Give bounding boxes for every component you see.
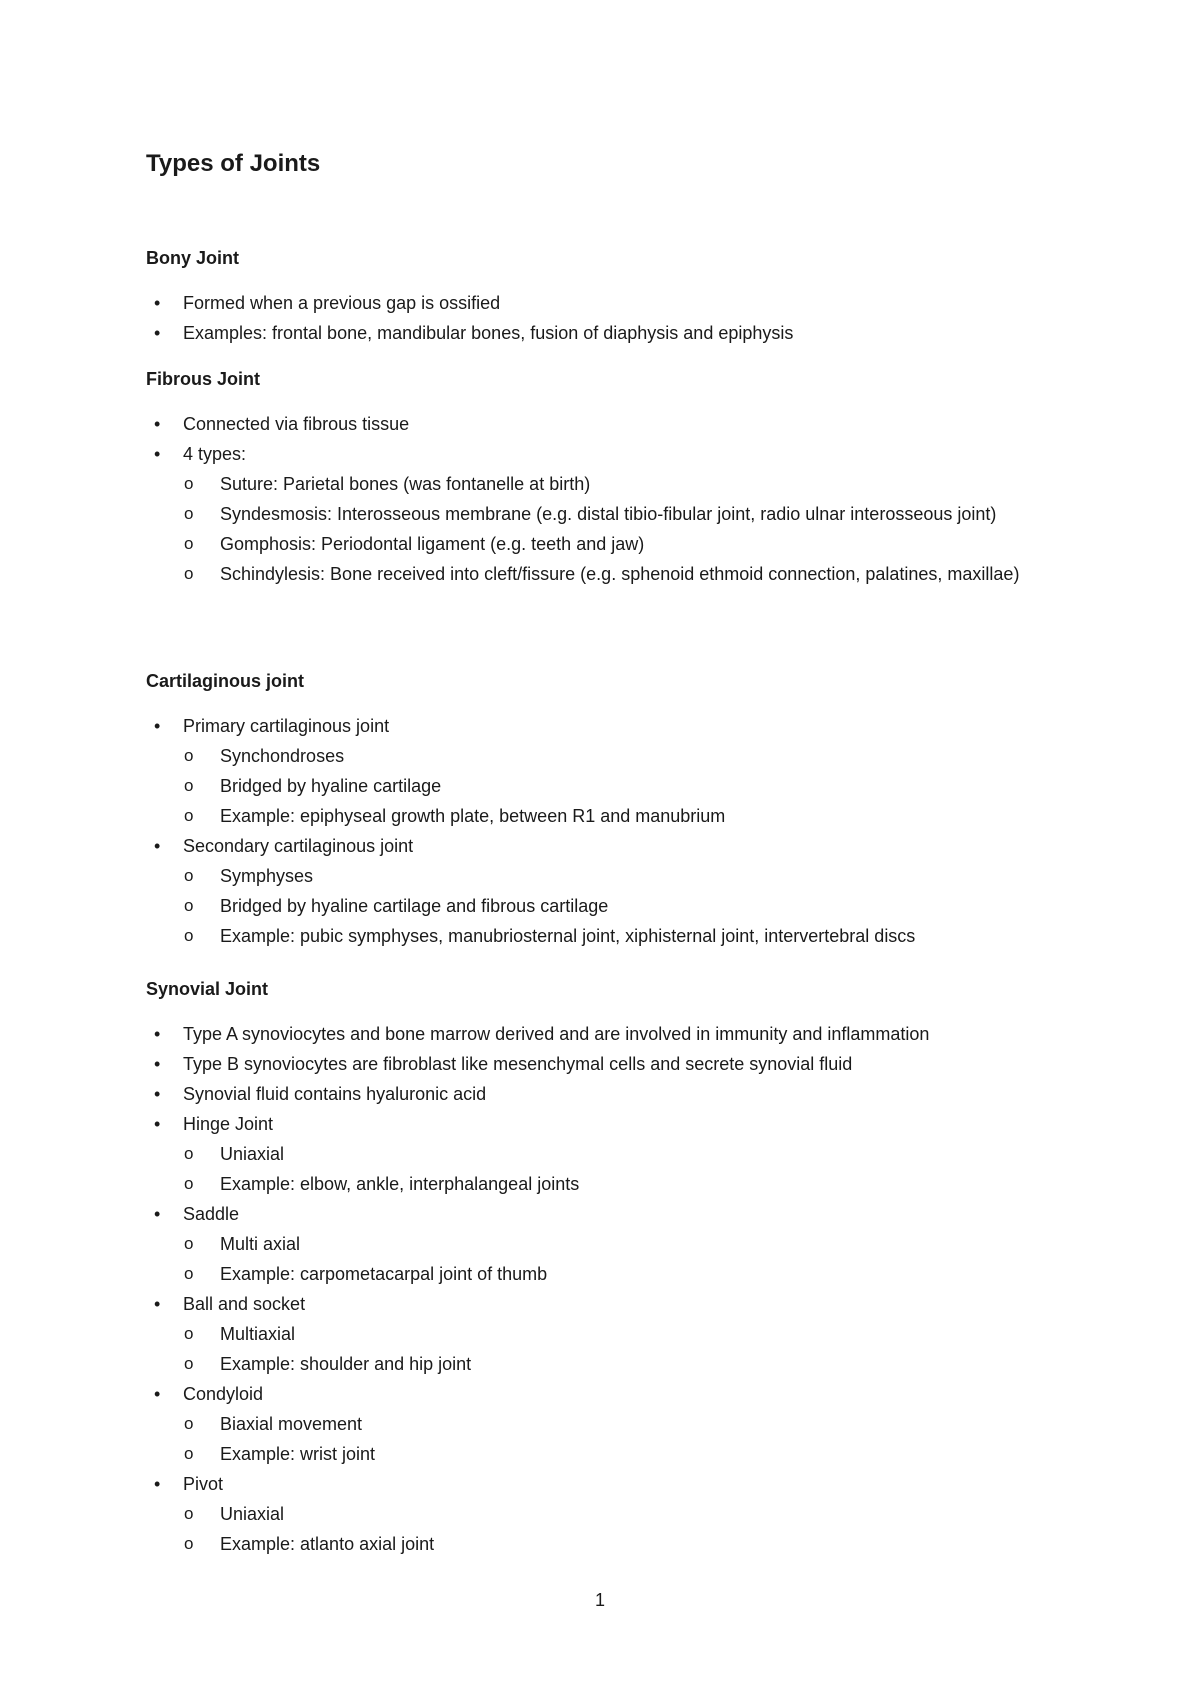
circle-bullet-icon: o [184, 534, 194, 553]
bullet-icon: • [154, 1474, 161, 1494]
sub-list-item [183, 1229, 1080, 1259]
sub-list-item-text: Example: atlanto axial joint [220, 1534, 435, 1554]
sub-list-item-text: Symphyses [220, 866, 314, 886]
circle-bullet-icon: o [184, 896, 194, 915]
sub-list [183, 1409, 1080, 1469]
sub-list-item-text: Example: shoulder and hip joint [220, 1354, 472, 1374]
sub-list-item-text: Biaxial movement [220, 1414, 363, 1434]
sub-list-item [183, 891, 1080, 921]
bullet-icon: • [154, 1204, 161, 1224]
list-item-text: Synovial fluid contains hyaluronic acid [183, 1084, 487, 1104]
list-item [146, 409, 1080, 439]
circle-bullet-icon: o [184, 1174, 194, 1193]
list-item [146, 1199, 1080, 1289]
list-item-text: Formed when a previous gap is ossified [183, 293, 501, 313]
list-item-text: Hinge Joint [183, 1114, 274, 1134]
sub-list-item [183, 469, 1080, 499]
list-item [146, 711, 1080, 831]
sub-list [183, 741, 1080, 831]
bullet-icon: • [154, 444, 161, 464]
list-item-text: Type A synoviocytes and bone marrow derived and are involved in immunity and inflammation [183, 1024, 930, 1044]
section-cartilaginous-joint [146, 669, 1080, 951]
circle-bullet-icon: o [184, 1354, 194, 1373]
list-item [146, 318, 1080, 348]
sub-list-item-text: Example: pubic symphyses, manubriosternal joint, xiphisternal joint, intervertebral discs [220, 926, 916, 946]
list-item [146, 1019, 1080, 1049]
list-item [146, 1469, 1080, 1559]
bullet-list [146, 409, 1080, 589]
sub-list-item-text: Example: wrist joint [220, 1444, 376, 1464]
circle-bullet-icon: o [184, 1444, 194, 1463]
sub-list [183, 1139, 1080, 1199]
sub-list-item-text: Synchondroses [220, 746, 345, 766]
section-heading: Fibrous Joint [146, 369, 260, 389]
bullet-icon: • [154, 836, 161, 856]
sub-list [183, 469, 1080, 589]
page-title: Types of Joints [146, 150, 321, 177]
bullet-list [146, 711, 1080, 951]
sub-list-item-text: Gomphosis: Periodontal ligament (e.g. teeth and jaw) [220, 534, 645, 554]
sub-list-item [183, 1139, 1080, 1169]
sub-list-item-text: Bridged by hyaline cartilage [220, 776, 442, 796]
sub-list-item-text: Uniaxial [220, 1504, 285, 1524]
circle-bullet-icon: o [184, 564, 194, 583]
circle-bullet-icon: o [184, 806, 194, 825]
sub-list-item [183, 921, 1080, 951]
sub-list-item [183, 529, 1080, 559]
sub-list-item [183, 1439, 1080, 1469]
circle-bullet-icon: o [184, 1234, 194, 1253]
list-item-text: Condyloid [183, 1384, 264, 1404]
sub-list [183, 1319, 1080, 1379]
sub-list-item [183, 1319, 1080, 1349]
bullet-icon: • [154, 1114, 161, 1134]
page-number: 1 [594, 1590, 605, 1610]
bullet-icon: • [154, 1024, 161, 1044]
sub-list [183, 861, 1080, 951]
bullet-icon: • [154, 323, 161, 343]
section-bony-joint [146, 246, 1080, 348]
sub-list [183, 1229, 1080, 1289]
list-item-text: Pivot [183, 1474, 224, 1494]
sub-list-item [183, 1169, 1080, 1199]
section-heading: Cartilaginous joint [146, 671, 305, 691]
sub-list-item-text: Example: epiphyseal growth plate, between R1 and manubrium [220, 806, 726, 826]
sub-list-item [183, 801, 1080, 831]
section-synovial-joint [146, 977, 1080, 1559]
circle-bullet-icon: o [184, 504, 194, 523]
bullet-list [146, 1019, 1080, 1559]
sub-list [183, 1499, 1080, 1559]
list-item-text: Secondary cartilaginous joint [183, 836, 414, 856]
list-item [146, 1079, 1080, 1109]
sub-list-item-text: Example: elbow, ankle, interphalangeal joints [220, 1174, 580, 1194]
bullet-icon: • [154, 716, 161, 736]
list-item [146, 1379, 1080, 1469]
bullet-list [146, 288, 1080, 348]
list-item-text: 4 types: [183, 444, 247, 464]
sub-list-item-text: Bridged by hyaline cartilage and fibrous cartilage [220, 896, 609, 916]
list-item [146, 831, 1080, 951]
circle-bullet-icon: o [184, 926, 194, 945]
circle-bullet-icon: o [184, 776, 194, 795]
list-item-text: Type B synoviocytes are fibroblast like mesenchymal cells and secrete synovial fluid [183, 1054, 853, 1074]
circle-bullet-icon: o [184, 474, 194, 493]
sub-list-item-text: Syndesmosis: Interosseous membrane (e.g. distal tibio-fibular joint, radio ulnar interosseous joint) [220, 504, 997, 524]
list-item [146, 1109, 1080, 1199]
bullet-icon: • [154, 414, 161, 434]
sub-list-item [183, 861, 1080, 891]
circle-bullet-icon: o [184, 1414, 194, 1433]
sub-list-item [183, 559, 1080, 589]
list-item [146, 1049, 1080, 1079]
sub-list-item-text: Suture: Parietal bones (was fontanelle at birth) [220, 474, 591, 494]
sub-list-item-text: Multiaxial [220, 1324, 296, 1344]
list-item-text: Saddle [183, 1204, 240, 1224]
sub-list-item-text: Schindylesis: Bone received into cleft/fissure (e.g. sphenoid ethmoid connection, palatines, maxillae) [220, 564, 1020, 584]
list-item [146, 1289, 1080, 1379]
list-item-text: Connected via fibrous tissue [183, 414, 410, 434]
sub-list-item-text: Uniaxial [220, 1144, 285, 1164]
sub-list-item [183, 1259, 1080, 1289]
bullet-icon: • [154, 1054, 161, 1074]
bullet-icon: • [154, 1294, 161, 1314]
circle-bullet-icon: o [184, 1144, 194, 1163]
circle-bullet-icon: o [184, 1504, 194, 1523]
list-item [146, 288, 1080, 318]
circle-bullet-icon: o [184, 1324, 194, 1343]
sub-list-item-text: Example: carpometacarpal joint of thumb [220, 1264, 548, 1284]
section-fibrous-joint [146, 367, 1080, 589]
list-item-text: Primary cartilaginous joint [183, 716, 390, 736]
list-item-text: Ball and socket [183, 1294, 306, 1314]
list-item [146, 439, 1080, 589]
bullet-icon: • [154, 293, 161, 313]
sub-list-item [183, 1349, 1080, 1379]
sub-list-item [183, 1409, 1080, 1439]
circle-bullet-icon: o [184, 746, 194, 765]
circle-bullet-icon: o [184, 1534, 194, 1553]
sub-list-item [183, 741, 1080, 771]
bullet-icon: • [154, 1084, 161, 1104]
circle-bullet-icon: o [184, 866, 194, 885]
sub-list-item [183, 1499, 1080, 1529]
sub-list-item [183, 1529, 1080, 1559]
sub-list-item-text: Multi axial [220, 1234, 301, 1254]
bullet-icon: • [154, 1384, 161, 1404]
sub-list-item [183, 771, 1080, 801]
section-heading: Synovial Joint [146, 979, 269, 999]
circle-bullet-icon: o [184, 1264, 194, 1283]
list-item-text: Examples: frontal bone, mandibular bones, fusion of diaphysis and epiphysis [183, 323, 794, 343]
sub-list-item [183, 499, 1080, 529]
section-heading: Bony Joint [146, 248, 239, 268]
